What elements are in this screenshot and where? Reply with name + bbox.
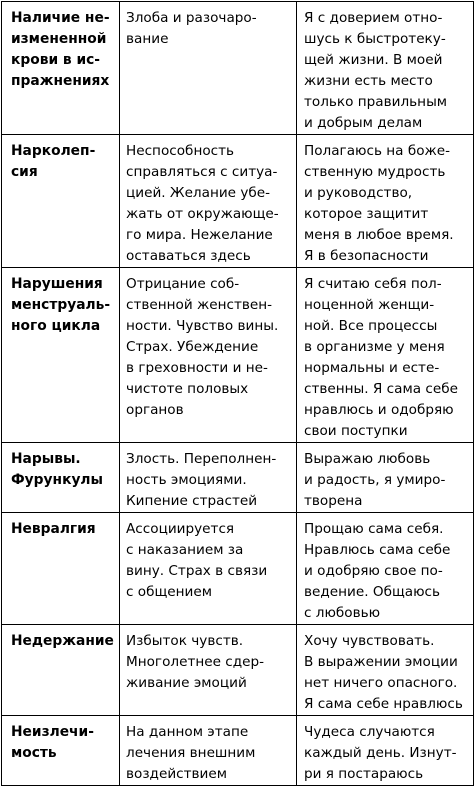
cause-text: Неспособность справляться с ситуа- цией. Желание убе- жать от окружающе- го мира. Нежелание оставаться здесь bbox=[126, 143, 279, 264]
table-row bbox=[2, 443, 474, 513]
condition-text: Нарколеп- сия bbox=[11, 143, 96, 180]
condition-cell bbox=[2, 513, 120, 625]
affirmation-cell bbox=[297, 268, 474, 443]
affirmation-text: Я с доверием отно- шусь к быстротеку- щей жизни. В моей жизни есть место только правильным и добрым делам bbox=[304, 10, 448, 131]
condition-text: Нарушения менструаль- ного цикла bbox=[11, 276, 111, 334]
table-row bbox=[2, 716, 474, 786]
condition-text: Невралгия bbox=[11, 521, 96, 537]
condition-cell bbox=[2, 2, 120, 135]
conditions-table bbox=[1, 1, 474, 786]
affirmation-text: Чудеса случаются каждый день. Изнут- ри я постараюсь bbox=[304, 724, 457, 782]
affirmation-text: Полагаюсь на боже- ственную мудрость и руководство, которое защитит меня в любое время. Я в безопасности bbox=[304, 143, 454, 264]
affirmation-cell bbox=[297, 625, 474, 716]
condition-text: Наличие не- измененной крови в ис- пражнениях bbox=[11, 10, 110, 89]
cause-text: Злоба и разочаро- вание bbox=[126, 10, 257, 47]
cause-text: Ассоциируется с наказанием за вину. Страх в связи с общением bbox=[126, 521, 268, 600]
affirmation-cell bbox=[297, 513, 474, 625]
cause-text: Отрицание соб- ственной женствен- ности. Чувство вины. Страх. Убеждение в греховности и не- чистоте половых органов bbox=[126, 276, 279, 418]
cause-cell bbox=[120, 716, 297, 786]
cause-cell bbox=[120, 2, 297, 135]
cause-cell bbox=[120, 135, 297, 268]
table-row bbox=[2, 625, 474, 716]
condition-cell bbox=[2, 268, 120, 443]
table-row bbox=[2, 513, 474, 625]
cause-cell bbox=[120, 443, 297, 513]
cause-cell bbox=[120, 625, 297, 716]
affirmation-text: Хочу чувствовать. В выражении эмоции нет ничего опасного. Я сама себе нравлюсь bbox=[304, 633, 463, 712]
affirmation-cell bbox=[297, 443, 474, 513]
condition-cell bbox=[2, 135, 120, 268]
cause-text: Злость. Переполнен- ность эмоциями. Кипение страстей bbox=[126, 451, 277, 509]
affirmation-cell bbox=[297, 716, 474, 786]
cause-text: На данном этапе лечения внешним воздействием bbox=[126, 724, 256, 782]
cause-cell bbox=[120, 268, 297, 443]
condition-text: Нарывы. Фурункулы bbox=[11, 451, 104, 488]
condition-text: Неизлечи- мость bbox=[11, 724, 94, 761]
condition-cell bbox=[2, 443, 120, 513]
affirmation-text: Выражаю любовь и радость, я умиро- творена bbox=[304, 451, 446, 509]
cause-text: Избыток чувств. Многолетнее сдер- живание эмоций bbox=[126, 633, 265, 691]
table-row bbox=[2, 135, 474, 268]
affirmation-cell bbox=[297, 135, 474, 268]
condition-cell bbox=[2, 625, 120, 716]
table-row bbox=[2, 268, 474, 443]
condition-text: Недержание bbox=[11, 633, 114, 649]
affirmation-cell bbox=[297, 2, 474, 135]
condition-cell bbox=[2, 716, 120, 786]
table-row bbox=[2, 2, 474, 135]
affirmation-text: Я считаю себя пол- ноценной женщи- ной. Все процессы в организме у меня нормальны и есте- ственны. Я сама себе нравлюсь и одобряю свои поступки bbox=[304, 276, 458, 439]
cause-cell bbox=[120, 513, 297, 625]
affirmation-text: Прощаю сама себя. Нравлюсь сама себе и одобряю свое по- ведение. Общаюсь с любовью bbox=[304, 521, 451, 621]
